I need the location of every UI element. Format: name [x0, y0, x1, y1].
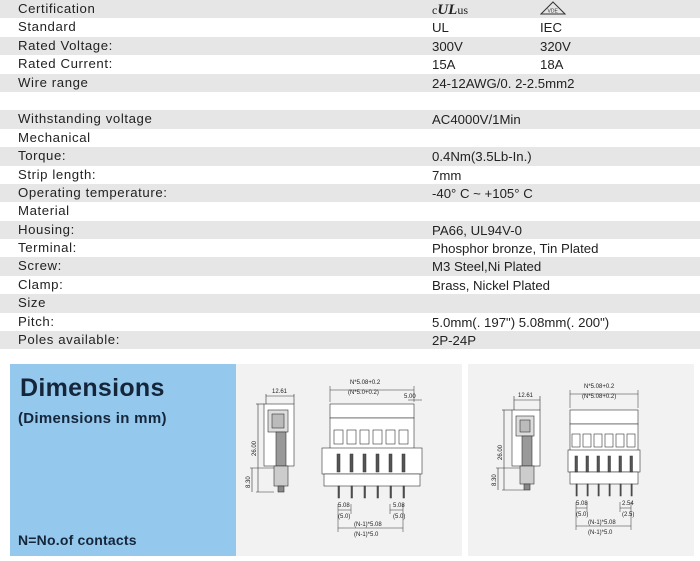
spec-label: Housing:: [18, 221, 75, 237]
spec-value-1: Brass, Nickel Plated: [432, 277, 550, 293]
spec-label: Pitch:: [18, 313, 55, 329]
spec-row: [0, 166, 700, 184]
spec-label: Screw:: [18, 258, 62, 274]
contacts-note: N=No.of contacts: [18, 532, 137, 548]
drawing-2-pitch-b2: (2.5): [622, 512, 635, 518]
drawing-2-span-a: (N-1)*5.08: [588, 520, 616, 526]
spec-value-1: 7mm: [432, 167, 462, 183]
spec-row: [0, 37, 700, 55]
spec-value-1: 0.4Nm(3.5Lb-In.): [432, 149, 532, 165]
spec-row: [0, 55, 700, 73]
vde-triangle-icon: [540, 1, 566, 15]
spec-label: Rated Current:: [18, 56, 113, 72]
dimension-drawing-2: [468, 364, 694, 556]
drawing-2-low: 8.30: [492, 474, 498, 486]
spec-row: [0, 276, 700, 294]
drawing-2-pitch-b: 2.54: [622, 501, 634, 507]
spec-row: [0, 184, 700, 202]
spec-value-1: PA66, UL94V-0: [432, 222, 522, 238]
dimension-drawing-1: [236, 364, 462, 556]
spec-row: [0, 0, 700, 18]
spec-label: Clamp:: [18, 276, 64, 292]
spec-value-1: -40° C ~ +105° C: [432, 185, 533, 201]
spec-value-1: AC4000V/1Min: [432, 112, 521, 128]
spec-row: [0, 129, 700, 147]
drawing-1-depth: 12.61: [272, 389, 288, 395]
drawing-2-width-b: (N*5.08+0.2): [582, 394, 617, 400]
dimensions-subtitle: (Dimensions in mm): [18, 410, 167, 427]
drawing-1-pitch-b: 5.08: [393, 503, 405, 509]
spec-value-2: 18A: [540, 57, 564, 73]
drawing-2-width-a: N*5.08+0.2: [584, 384, 615, 390]
drawing-1-width-a: N*5.08+0.2: [350, 380, 381, 386]
spec-row: [0, 239, 700, 257]
spec-value-1: M3 Steel,Ni Plated: [432, 259, 542, 275]
spec-value-2: IEC: [540, 20, 562, 36]
spec-value-1: 300V: [432, 38, 463, 54]
spec-value-1: 15A: [432, 57, 456, 73]
drawing-1-low: 8.30: [246, 476, 252, 488]
drawing-2-pitch-a: 5.08: [576, 501, 588, 507]
dimensions-panel: [10, 364, 236, 556]
drawing-1-pitch-a2: (5.0): [338, 514, 351, 520]
spec-value-1: 2P-24P: [432, 333, 476, 349]
spec-label: Rated Voltage:: [18, 37, 113, 53]
spec-value-1: 5.0mm(. 197") 5.08mm(. 200"): [432, 314, 610, 330]
drawing-1-pitch-right: 5.00: [404, 394, 416, 400]
spec-label: Strip length:: [18, 166, 97, 182]
spec-row: [0, 92, 700, 110]
drawing-2-svg: [468, 364, 694, 556]
spec-label: Poles available:: [18, 332, 120, 348]
spec-label: Mechanical: [18, 129, 91, 145]
spec-row: [0, 257, 700, 275]
spec-row: [0, 147, 700, 165]
drawing-1-span-b: (N-1)*5.0: [354, 532, 379, 538]
spec-row: [0, 221, 700, 239]
drawing-2-span-b: (N-1)*5.0: [588, 530, 613, 536]
drawing-1-width-b: (N*5.0+0.2): [348, 390, 379, 396]
spec-row: [0, 74, 700, 92]
spec-label: Wire range: [18, 74, 89, 90]
spec-label: Material: [18, 203, 70, 219]
spec-value-1: Phosphor bronze, Tin Plated: [432, 241, 599, 257]
spec-row: [0, 313, 700, 331]
drawing-1-height: 26.00: [252, 440, 258, 456]
drawing-1-svg: [236, 364, 462, 556]
spec-label: Standard: [18, 19, 77, 35]
ul-certification-logo: cULus: [432, 2, 468, 18]
spec-value-1: 24-12AWG/0. 2-2.5mm2: [432, 75, 575, 91]
spec-label: Torque:: [18, 148, 67, 164]
drawing-2-height: 26.00: [498, 444, 504, 460]
spec-label: Operating temperature:: [18, 184, 168, 200]
drawing-1-pitch-b2: (5.0): [393, 514, 406, 520]
spec-row: [0, 331, 700, 349]
spec-label: Size: [18, 295, 47, 311]
spec-label: Certification: [18, 1, 96, 16]
spec-row: [0, 18, 700, 36]
spec-row: [0, 202, 700, 220]
spec-row: [0, 294, 700, 312]
dimensions-title: Dimensions: [20, 374, 165, 402]
spec-row: [0, 110, 700, 128]
spec-value-1: UL: [432, 20, 449, 36]
svg-text:VDE: VDE: [547, 8, 558, 15]
drawing-2-pitch-a2: (5.0): [576, 512, 589, 518]
drawing-1-pitch-a: 5.08: [338, 503, 350, 509]
spec-value-2: 320V: [540, 38, 571, 54]
drawing-1-span-a: (N-1)*5.08: [354, 522, 382, 528]
spec-label: Terminal:: [18, 240, 77, 256]
spec-label: Withstanding voltage: [18, 111, 153, 127]
drawing-2-depth: 12.61: [518, 393, 534, 399]
